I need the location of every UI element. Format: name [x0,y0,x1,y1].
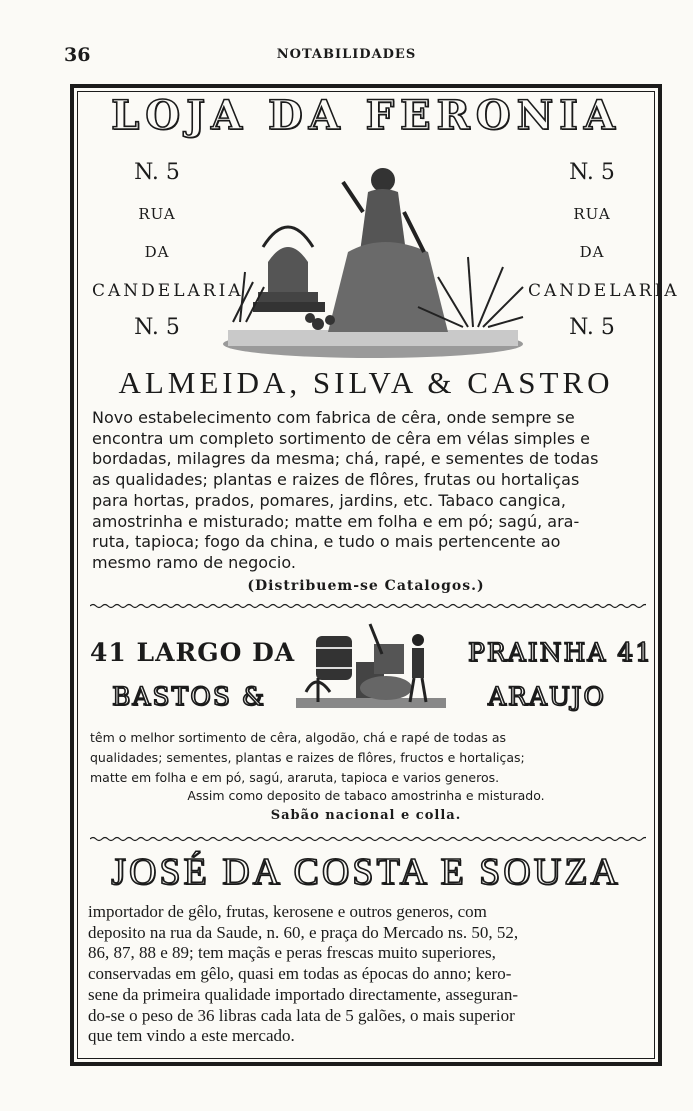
feronia-engraving-illustration [218,152,528,362]
ad1-right-da: DA [579,243,605,261]
ad2-firm-right: ARAUJO [488,682,606,711]
running-title: NOTABILIDADES [276,47,417,62]
ad3-title: JOSÉ DA COSTA E SOUZA [111,851,621,893]
ad1-left-da: DA [144,243,170,261]
ad1-catalog-note: (Distribuem-se Catalogos.) [247,578,485,594]
ad2-firm-left: BASTOS & [112,682,267,711]
ad1-line: encontra um completo sortimento de cêra em vélas simples e [92,428,590,448]
ad1-right-number-bottom: N. 5 [569,315,615,340]
ad2-deposit-line: Assim como deposito de tabaco amostrinha e misturado. [187,788,545,803]
ad2-line: têm o melhor sortimento de cêra, algodão, chá e rapé de todas as [90,730,507,745]
ad1-line: Novo estabelecimento com fabrica de cêra, onde sempre se [92,408,575,427]
ad1-line: para hortas, prados, pomares, jardins, etc. Tabaco cangica, [92,490,566,510]
ad2-address-right: PRAINHA 41 [468,638,654,667]
ad2-line: qualidades; sementes, plantas e raizes de flôres, fructos e hortaliças; [90,750,525,765]
ad2-address-left: 41 LARGO DA [90,638,296,667]
ad1-right-address [528,160,680,340]
ad3-line: deposito na rua da Saude, n. 60, e praça do Mercado ns. 50, 52, [88,922,519,942]
ad1-firm-name: ALMEIDA, SILVA & CASTRO [118,365,614,400]
ad3-line: sene da primeira qualidade importado directamente, asseguran- [88,984,519,1004]
ad3-line: 86, 87, 88 e 89; tem maçãs e peras frescas muito superiores, [88,943,496,963]
ad3-line: do-se o peso de 36 libras cada lata de 5 galões, o mais superior [88,1005,515,1025]
ad1-left-number-bottom: N. 5 [134,315,180,340]
ad1-left-address [92,160,244,340]
ad1-left-rua: RUA [138,205,176,223]
ad2-description [90,728,658,788]
ad3-line: conservadas em gêlo, quasi em todas as épocas do anno; kero- [88,964,512,984]
page-number: 36 [64,44,91,66]
ad1-line: mesmo ramo de negocio. [92,552,296,572]
ad1-description [92,408,656,574]
ad1-line: amostrinha e misturado; matte em folha e em pó; sagú, ara- [92,511,580,531]
ad1-left-street: CANDELARIA [92,281,244,301]
divider-wavy [90,836,646,842]
ad1-title: LOJA DA FERONIA [111,92,621,139]
ad1-left-number-top: N. 5 [134,160,180,185]
ad2-soap-line: Sabão nacional e colla. [270,808,462,823]
ad1-line: as qualidades; plantas e raizes de flôres, frutas ou hortaliças [92,470,580,490]
ad1-right-rua: RUA [573,205,611,223]
cargo-engraving-illustration [296,622,446,714]
ad1-line: ruta, tapioca; fogo da china, e tudo o mais pertencente ao [92,532,561,552]
ad1-right-street: CANDELARIA [528,281,680,301]
divider-wavy [90,603,646,609]
ad2-line: matte em folha e em pó, sagú, araruta, tapioca e varios generos. [90,770,500,785]
ad3-line: que tem vindo a este mercado. [88,1026,295,1046]
ad1-right-number-top: N. 5 [569,160,615,185]
ad3-description [88,902,660,1047]
ad1-line: bordadas, milagres da mesma; chá, rapé, e sementes de todas [92,449,599,469]
ad3-line: importador de gêlo, frutas, kerosene e outros generos, com [88,902,487,921]
